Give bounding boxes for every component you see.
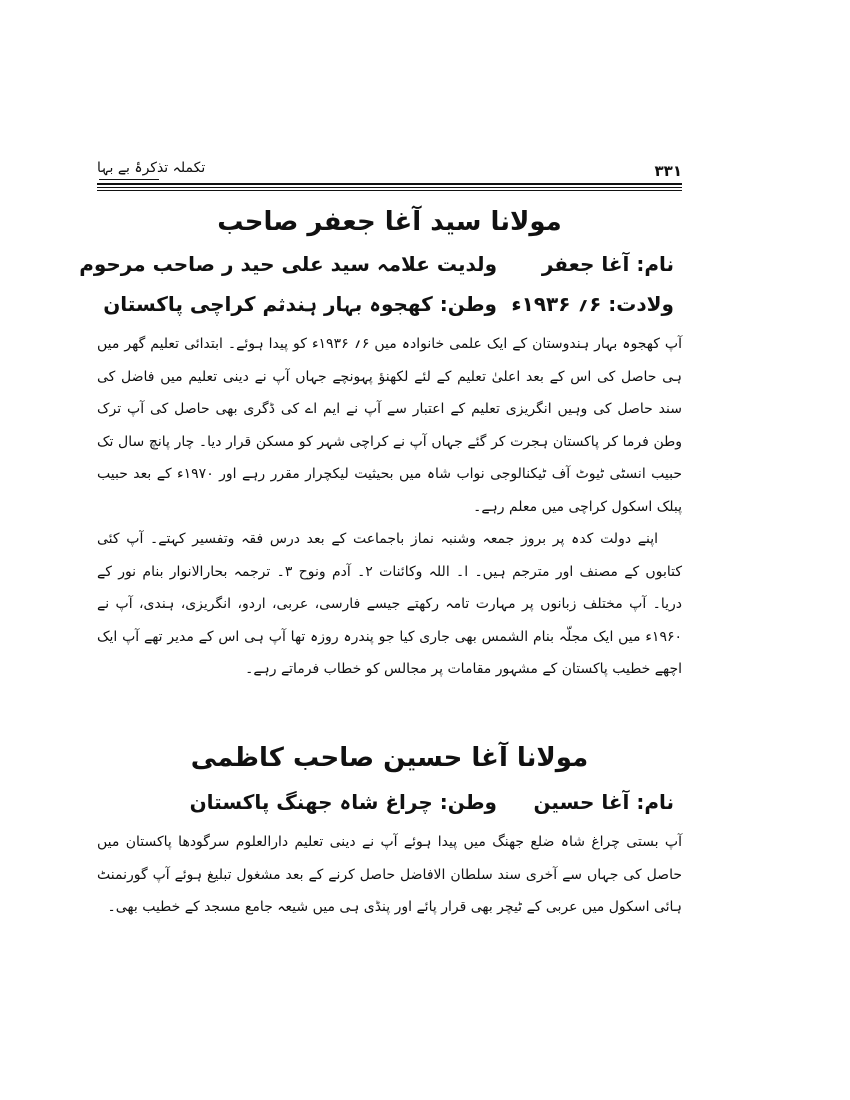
homeland-label: وطن: کھجوہ بہار ہندثم کراچی پاکستان: [103, 292, 497, 316]
birth-row: [97, 288, 682, 328]
running-title: تکملہ تذکرۂ بے بہا: [97, 160, 206, 176]
section-heading: مولانا سید آغا جعفر صاحب: [217, 207, 562, 237]
name-label: نام: آغا جعفر: [541, 252, 674, 276]
name-row: [79, 248, 682, 288]
birth-label: ولادت: ۶؍ ۱۹۳۶ء: [511, 292, 674, 316]
page-header: [97, 160, 682, 184]
homeland-label: وطن: چراغ شاہ جھنگ پاکستان: [189, 790, 497, 814]
name-label: نام: آغا حسین: [533, 790, 674, 814]
name-row: [97, 786, 682, 826]
paragraph: آپ کھجوہ بہار ہندوستان کے ایک علمی خانوادہ میں ۶؍ ۱۹۳۶ء کو پیدا ہوئے۔ ابتدائی تعلیم گھر میں ہی حاصل کی اس کے بعد اعلیٰ تعلیم کے لئے لکھنؤ پہونچے جہاں آپ نے دینی تعلیم میں فاضل کی سند حاصل کی وہیں انگریزی تعلیم کے اعتبار سے آپ نے ایم اے کی ڈگری بھی حاصل کی آپ ترک وطن فرما کر پاکستان ہجرت کر گئے جہاں آپ نے کراچی شہر کو مسکن قرار دیا۔ چار پانچ سال تک حبیب انسٹی ٹیوٹ آف ٹیکنالوجی نواب شاہ میں بحیثیت لیکچرار مقرر رہے اور ۱۹۷۰ء کے بعد حبیب پبلک اسکول کراچی میں معلم رہے۔: [97, 336, 682, 515]
parentage-label: ولدیت علامہ سید علی حید ر صاحب مرحوم: [79, 252, 497, 276]
page-number: ۳۳۱: [654, 162, 682, 180]
running-title-underline: [99, 179, 159, 180]
paragraph: آپ بستی چراغ شاہ ضلع جھنگ میں پیدا ہوئے آپ نے دینی تعلیم دارالعلوم سرگودھا پاکستان میں حاصل کی جہاں سے آخری سند سلطان الافاضل حاصل کرنے کے بعد مشغول تبلیغ ہوئے آپ گورنمنٹ ہائی اسکول میں عربی کے ٹیچر بھی قرار پائے اور پنڈی ہی میں شیعہ جامع مسجد کے خطیب بھی۔: [97, 834, 682, 915]
section-body: [97, 328, 682, 686]
section-body: [97, 826, 682, 924]
biography-section: [97, 738, 682, 924]
biography-section: [79, 202, 683, 686]
header-rule: [97, 183, 682, 185]
section-heading: مولانا آغا حسین صاحب کاظمی: [190, 743, 589, 773]
header-rule: [97, 187, 682, 188]
paragraph: اپنے دولت کدہ پر بروز جمعہ وشنبہ نماز باجماعت کے بعد درس فقہ وتفسیر کہتے۔ آپ کئی کتابوں کے مصنف اور مترجم ہیں۔ ا۔ اللہ وکائنات ۲۔ آدم ونوح ۳۔ ترجمہ بحارالانوار بنام نور کے دریا۔ آپ مختلف زبانوں پر مہارت تامہ رکھتے جیسے فارسی، عربی، اردو، انگریزی، ہندی، آپ نے ۱۹۶۰ء میں ایک مجلّہ بنام الشمس بھی جاری کیا جو پندرہ روزہ تھا آپ ہی اس کے مدیر تھے آپ ایک اچھے خطیب پاکستان کے مشہور مقامات پر مجالس کو خطاب فرماتے رہے۔: [97, 531, 683, 677]
header-rule: [97, 190, 682, 191]
